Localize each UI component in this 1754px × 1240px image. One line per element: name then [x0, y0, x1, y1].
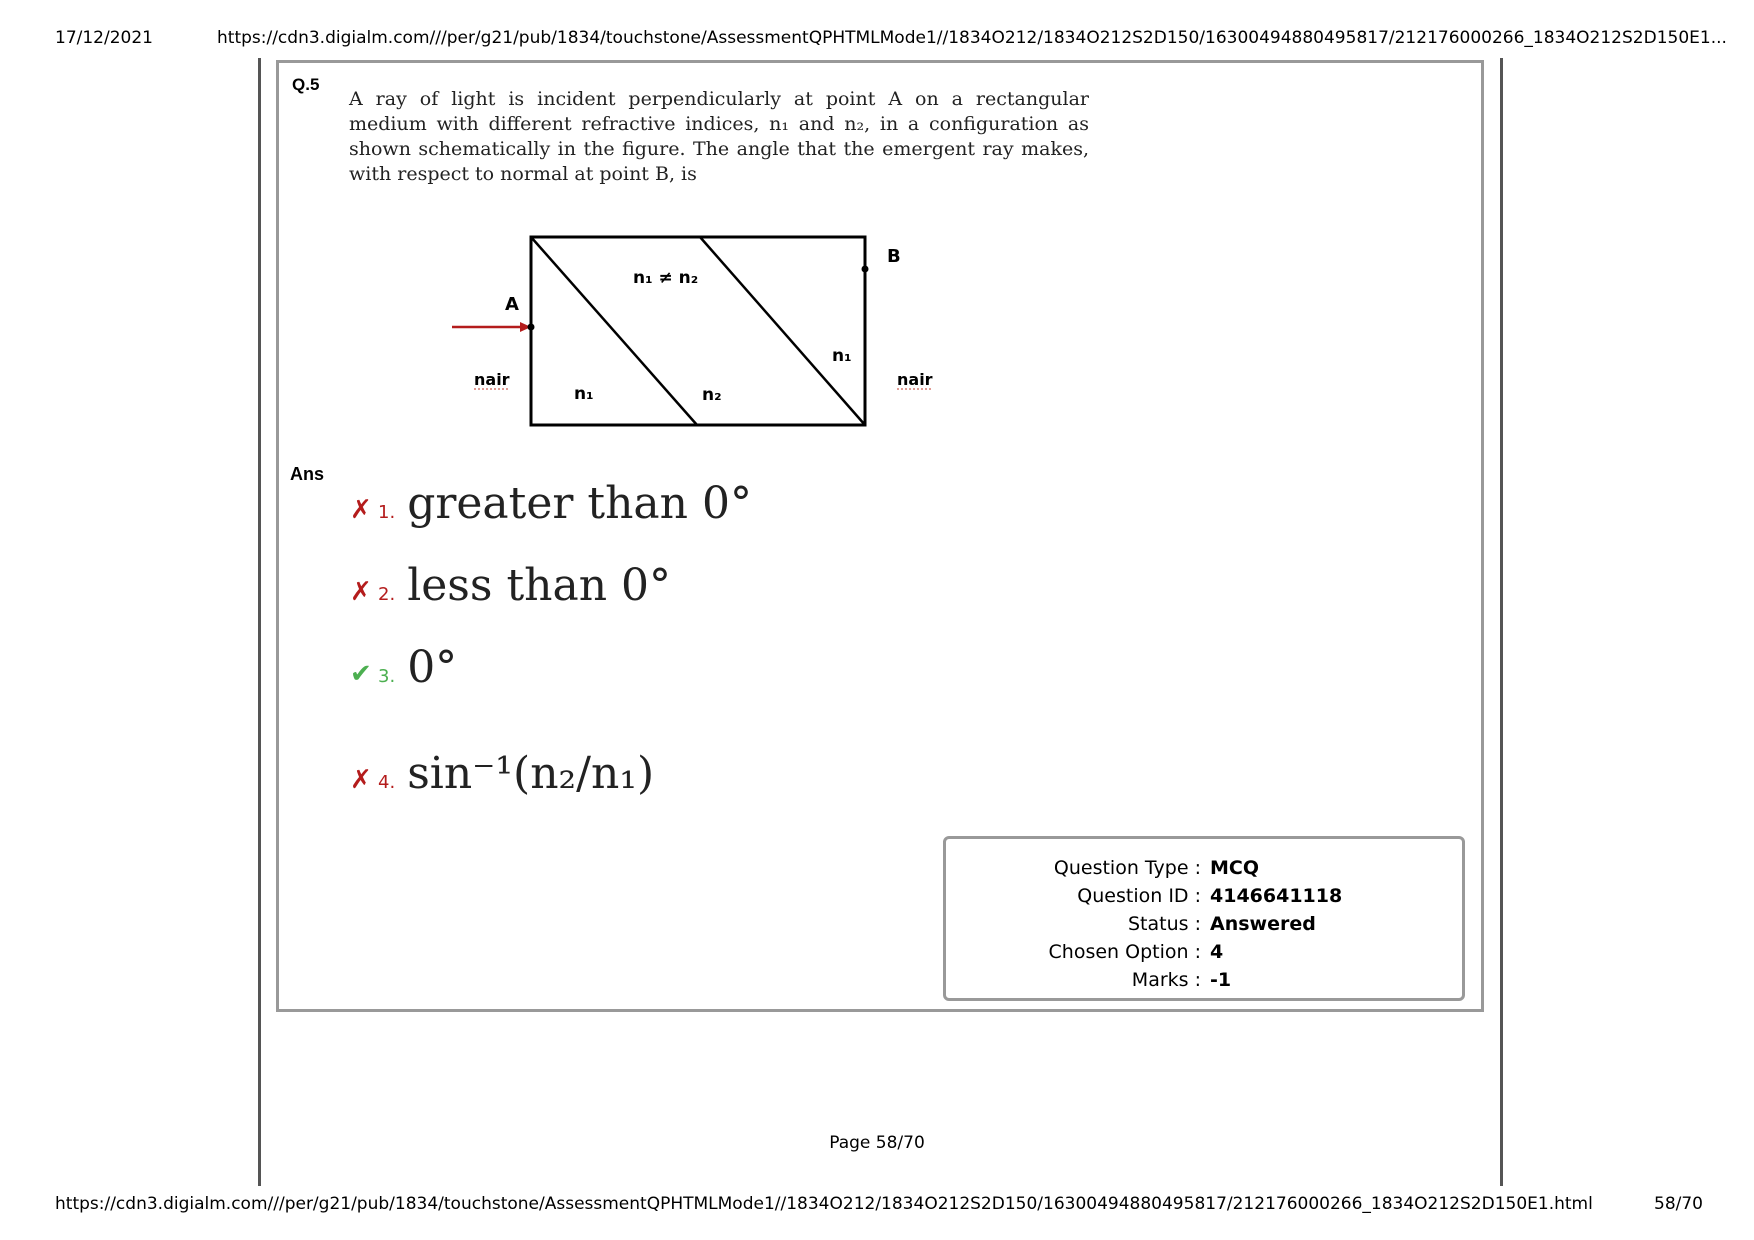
- option-2: [350, 560, 671, 611]
- info-value: Answered: [1210, 913, 1316, 935]
- label-n1-left: n₁: [574, 384, 594, 404]
- label-n2-middle: n₂: [702, 385, 722, 405]
- info-value: 4146641118: [1210, 885, 1343, 907]
- question-text: A ray of light is incident perpendicularly at point A on a rectangular medium with different refractive indices, n₁ and n₂, in a configuration as shown schematically in the figure. The angle that the emergent ray makes, with respect to normal at point B, is: [349, 88, 1089, 185]
- info-key: Chosen Option :: [1048, 941, 1201, 963]
- option-number: 1.: [378, 502, 396, 523]
- answer-label: Ans: [290, 464, 325, 484]
- option-number: 3.: [378, 666, 396, 687]
- info-key: Status :: [1128, 913, 1201, 935]
- footer-page-count: 58/70: [1654, 1194, 1703, 1214]
- label-nair-left: nair: [474, 370, 510, 389]
- question-label: Q.5: [292, 75, 320, 94]
- label-n1-neq-n2: n₁ ≠ n₂: [633, 268, 699, 288]
- question-info-box: [943, 836, 1465, 1001]
- info-value: -1: [1210, 969, 1232, 991]
- info-value: MCQ: [1210, 857, 1260, 879]
- interface-line-1: [531, 237, 697, 425]
- check-icon: ✔: [350, 659, 372, 689]
- info-key: Question Type :: [1053, 857, 1201, 879]
- footer-url: https://cdn3.digialm.com///per/g21/pub/1834/touchstone/AssessmentQPHTMLMode1//1834O212/1834O212S2D150/16300494880495817/212176000266_1834O212S2D150E1.html: [55, 1194, 1593, 1214]
- label-n1-right: n₁: [832, 346, 852, 366]
- right-border-line: [1500, 58, 1503, 1186]
- info-key: Question ID :: [1077, 885, 1201, 907]
- info-key: Marks :: [1131, 969, 1201, 991]
- option-number: 2.: [378, 584, 396, 605]
- refraction-diagram: [440, 225, 960, 440]
- info-row-question-type: [946, 857, 1462, 885]
- info-row-chosen-option: [946, 941, 1462, 969]
- header-date: 17/12/2021: [55, 28, 153, 48]
- option-4: [350, 748, 654, 799]
- page-number: Page 58/70: [829, 1133, 925, 1153]
- option-3: [350, 642, 457, 693]
- option-text: less than 0°: [407, 560, 672, 611]
- option-text: greater than 0°: [407, 478, 752, 529]
- cross-icon: ✗: [350, 765, 372, 795]
- option-1: [350, 478, 752, 529]
- label-nair-right: nair: [897, 370, 933, 389]
- header-url: https://cdn3.digialm.com///per/g21/pub/1834/touchstone/AssessmentQPHTMLMode1//1834O212/1834O212S2D150/16300494880495817/212176000266_1834O212S2D150E1...: [217, 28, 1727, 48]
- info-row-question-id: [946, 885, 1462, 913]
- interface-line-2: [700, 237, 865, 425]
- label-a: A: [505, 294, 519, 315]
- cross-icon: ✗: [350, 495, 372, 525]
- point-b-dot: [862, 266, 869, 273]
- cross-icon: ✗: [350, 577, 372, 607]
- option-number: 4.: [378, 772, 396, 793]
- label-b: B: [887, 246, 901, 267]
- left-border-line: [258, 58, 261, 1186]
- info-row-marks: [946, 969, 1462, 997]
- option-text: sin⁻¹(n₂/n₁): [407, 748, 655, 799]
- info-value: 4: [1210, 941, 1224, 963]
- point-a-dot: [528, 324, 535, 331]
- info-row-status: [946, 913, 1462, 941]
- option-text: 0°: [407, 642, 458, 693]
